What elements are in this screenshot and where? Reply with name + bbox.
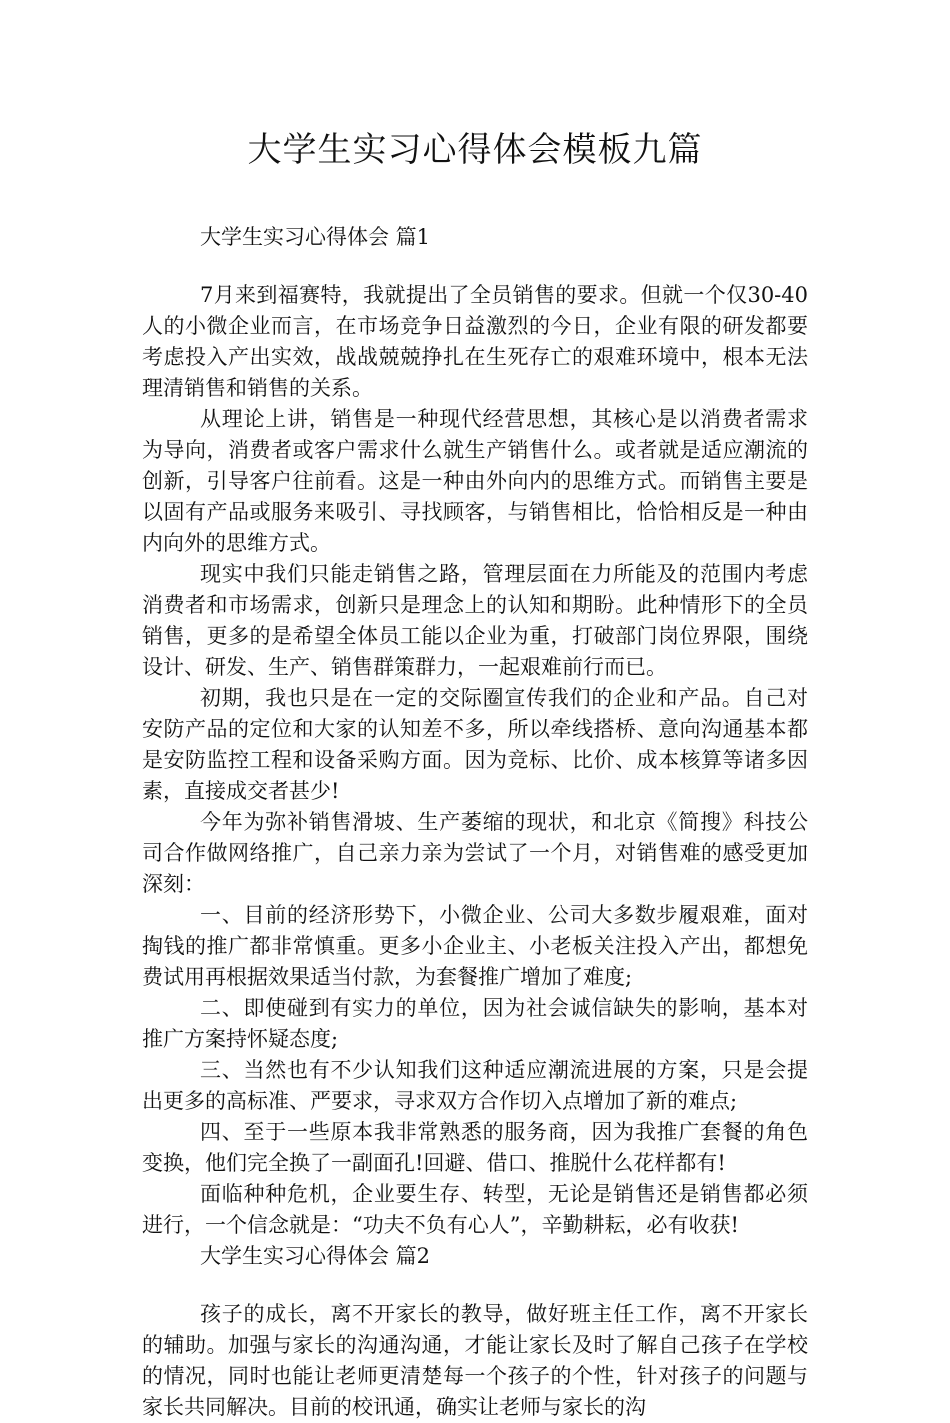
document-body [142,222,808,1423]
paragraph: 孩子的成长，离不开家长的教导，做好班主任工作，离不开家长的辅助。加强与家长的沟通沟通，才能让家长及时了解自己孩子在学校的情况，同时也能让老师更清楚每一个孩子的个性，针对孩子的问题与家长共同解决。目前的校讯通，确实让老师与家长的沟 [142,1302,808,1419]
paragraph: 三、当然也有不少认知我们这种适应潮流进展的方案，只是会提出更多的高标准、严要求，寻求双方合作切入点增加了新的难点; [142,1058,808,1113]
paragraph: 现实中我们只能走销售之路，管理层面在力所能及的范围内考虑消费者和市场需求，创新只是理念上的认知和期盼。此种情形下的全员销售，更多的是希望全体员工能以企业为重，打破部门岗位界限，围绕设计、研发、生产、销售群策群力，一起艰难前行而已。 [142,562,808,679]
section-heading: 大学生实习心得体会 篇2 [200,1244,431,1268]
paragraph: 四、至于一些原本我非常熟悉的服务商，因为我推广套餐的角色变换，他们完全换了一副面孔!回避、借口、推脱什么花样都有! [142,1120,808,1175]
paragraph: 从理论上讲，销售是一种现代经营思想，其核心是以消费者需求为导向，消费者或客户需求什么就生产销售什么。或者就是适应潮流的创新，引导客户往前看。这是一种由外向内的思维方式。而销售主要是以固有产品或服务来吸引、寻找顾客，与销售相比，恰恰相反是一种由内向外的思维方式。 [142,407,808,555]
paragraph: 初期，我也只是在一定的交际圈宣传我们的企业和产品。自己对安防产品的定位和大家的认知差不多，所以牵线搭桥、意向沟通基本都是安防监控工程和设备采购方面。因为竞标、比价、成本核算等诸多因素，直接成交者甚少! [142,686,808,803]
document-title: 大学生实习心得体会模板九篇 [247,130,703,170]
paragraph: 今年为弥补销售滑坡、生产萎缩的现状，和北京《简搜》科技公司合作做网络推广，自己亲力亲为尝试了一个月，对销售难的感受更加深刻： [142,810,808,896]
paragraph: 二、即使碰到有实力的单位，因为社会诚信缺失的影响，基本对推广方案持怀疑态度; [142,996,808,1051]
section-heading: 大学生实习心得体会 篇1 [200,225,431,249]
paragraph: 一、目前的经济形势下，小微企业、公司大多数步履艰难，面对掏钱的推广都非常慎重。更多小企业主、小老板关注投入产出，都想免费试用再根据效果适当付款，为套餐推广增加了难度; [142,903,808,989]
paragraph: 面临种种危机，企业要生存、转型，无论是销售还是销售都必须进行，一个信念就是：“功夫不负有心人”，辛勤耕耘，必有收获! [142,1182,808,1237]
paragraph: 7月来到福赛特，我就提出了全员销售的要求。但就一个仅30-40人的小微企业而言，在市场竞争日益激烈的今日，企业有限的研发都要考虑投入产出实效，战战兢兢挣扎在生死存亡的艰难环境中，根本无法理清销售和销售的关系。 [142,283,808,400]
